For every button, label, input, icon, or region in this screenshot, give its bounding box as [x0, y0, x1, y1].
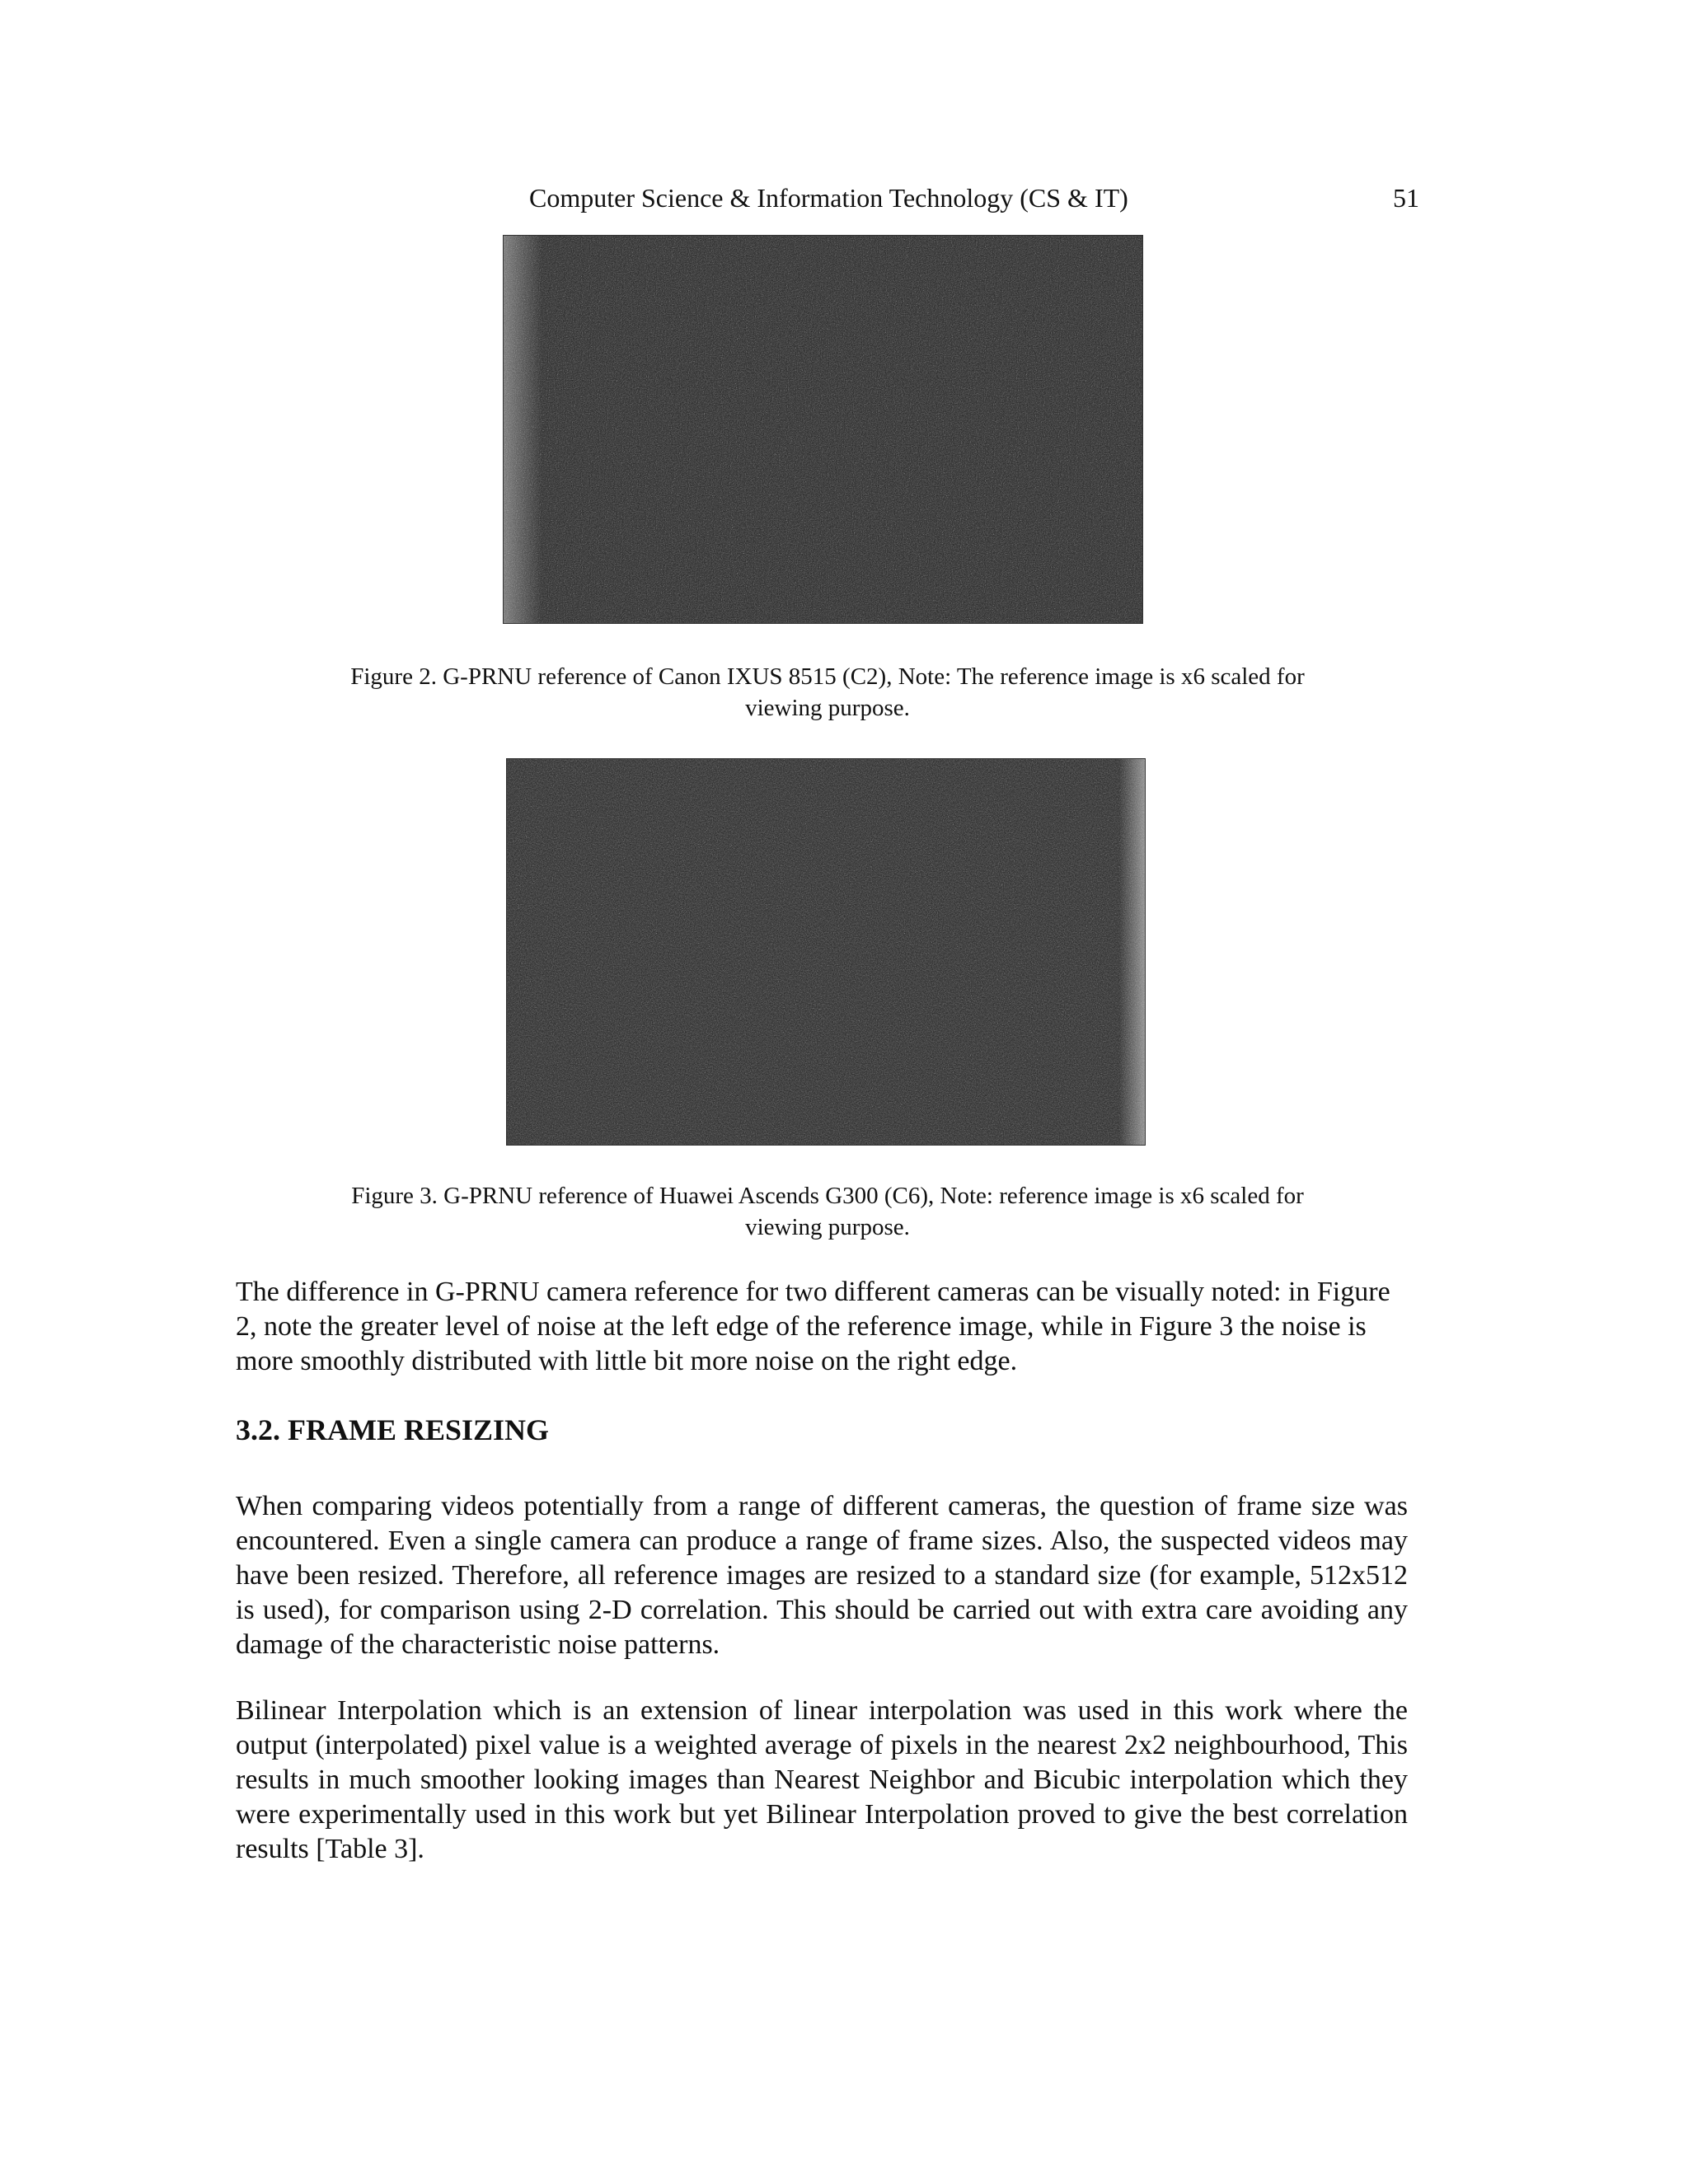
- figure-2-noise-image: [503, 235, 1143, 624]
- running-header: [236, 183, 1419, 216]
- section-heading: 3.2. FRAME RESIZING: [236, 1413, 550, 1446]
- figure-2-caption-line2: viewing purpose.: [745, 695, 910, 721]
- figure-3-caption: [236, 1180, 1419, 1243]
- figure-2-caption-line1: Figure 2. G-PRNU reference of Canon IXUS 8515 (C2), Note: The reference image is x6 scaled for: [350, 663, 1305, 690]
- body-paragraph-2: When comparing videos potentially from a range of different cameras, the question of frame size was encountered. Even a single camera can produce a range of frame sizes. Also, the suspected videos may have been resized. Therefore, all reference images are resized to a standard size (for example, 512x512 is used), for comparison using 2-D correlation. This should be carried out with extra care avoiding any damage of the characteristic noise patterns.: [236, 1491, 1408, 1660]
- page-number: 51: [1393, 183, 1419, 213]
- figure-3-noise-pattern: [507, 759, 1145, 1145]
- body-paragraph-3: Bilinear Interpolation which is an extension of linear interpolation was used in this work where the output (interpolated) pixel value is a weighted average of pixels in the nearest 2x2 neighbourhood, This results in much smoother looking images than Nearest Neighbor and Bicubic interpolation which they were experimentally used in this work but yet Bilinear Interpolation proved to give the best correlation results [Table 3].: [236, 1695, 1408, 1864]
- body-paragraph-1: The difference in G-PRNU camera reference for two different cameras can be visually noted: in Figure 2, note the greater level of noise at the left edge of the reference image, while in Figure 3 the noise is more smoothly distributed with little bit more noise on the right edge.: [236, 1277, 1390, 1376]
- journal-title: Computer Science & Information Technology (CS & IT): [529, 183, 1128, 213]
- figure-2-noise-pattern: [504, 236, 1142, 623]
- figure-3-caption-line1: Figure 3. G-PRNU reference of Huawei Ascends G300 (C6), Note: reference image is x6 scaled for: [351, 1183, 1304, 1209]
- figure-3-caption-line2: viewing purpose.: [745, 1214, 910, 1240]
- figure-2-caption: [236, 661, 1419, 724]
- figure-3-noise-image: [506, 758, 1146, 1146]
